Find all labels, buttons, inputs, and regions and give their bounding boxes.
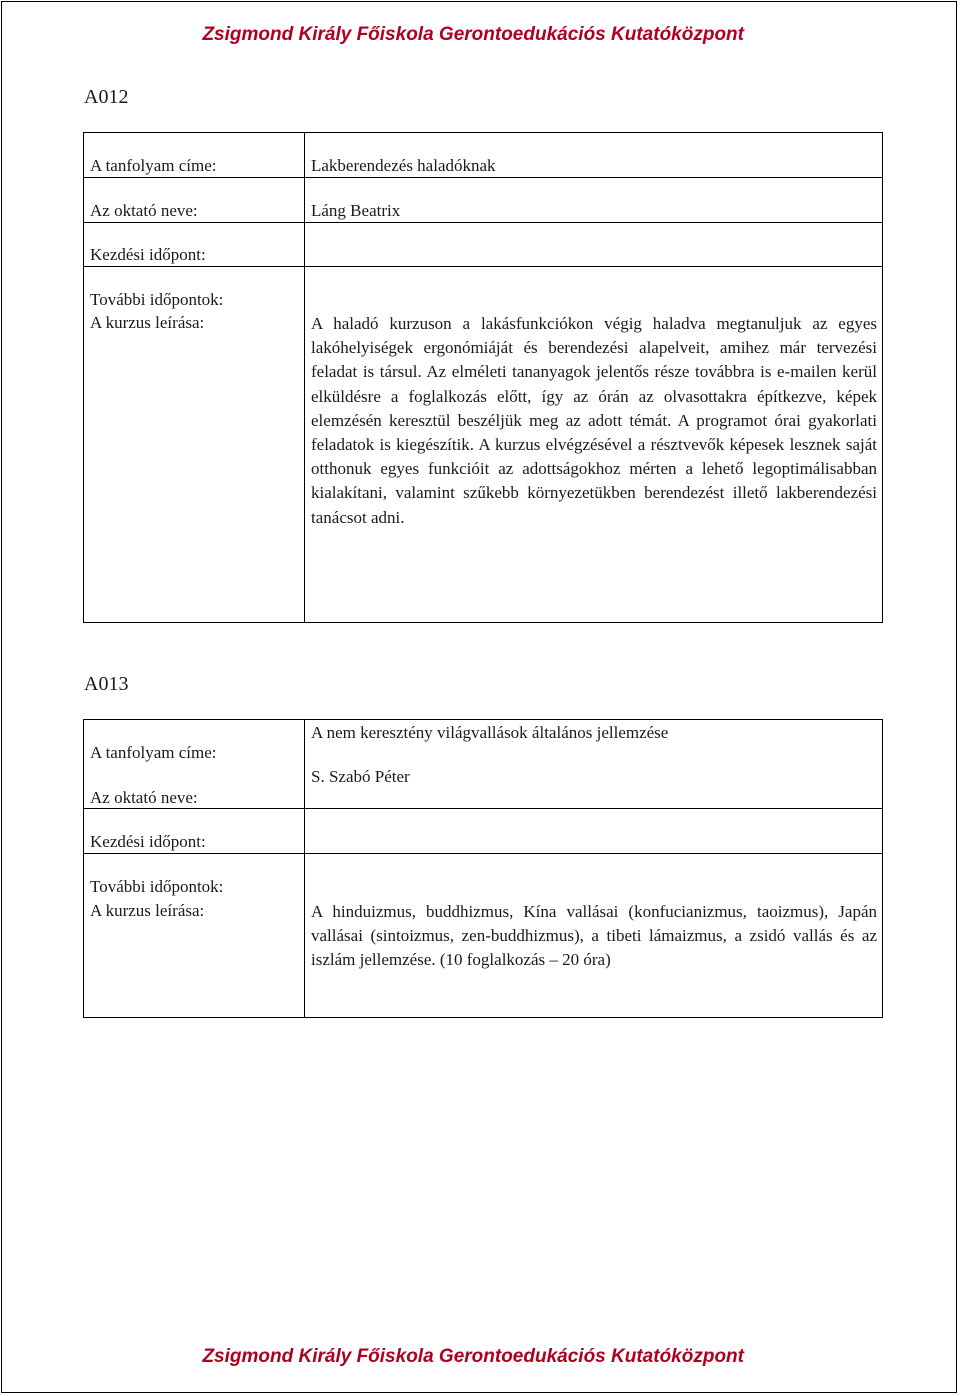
label-instructor: Az oktató neve: [90,201,198,220]
page-footer: Zsigmond Király Főiskola Gerontoedukációs Kutatóközpont [202,1346,744,1367]
row-divider [84,266,882,267]
row-divider [84,808,882,809]
course-description: A haladó kurzuson a lakásfunkciókon végig haladva megtanuljuk az egyes lakóhelyiségek ergonómiáját és berendezési alapelveit, amihez már tervezési feladat is társul. Az elméleti tananyagok jelentős része továbbra is e-mailen kerül elküldésre a foglalkozás előtt, így az órán az olvasottakra építkezve, képek elemzésén keresztül beszéljük meg az adott témát. A programot órai gyakorlati feladatok is kiegészítik. A kurzus elvégzésével a résztvevők képesek lesznek saját otthonuk egyes funkcióit az adottságokhoz mérten a lehető legoptimálisabban kialakítani, valamint szűkebb környezetükben berendezést illető lakberendezési tanácsot adni. [311,314,877,527]
label-more-dates: További időpontok: [90,290,224,309]
course-title-value: A nem keresztény világvallások általános jellemzése [311,723,669,742]
course-description: A hinduizmus, buddhizmus, Kína vallásai (konfucianizmus, taoizmus), Japán vallásai (sintoizmus, zen-buddhizmus), a tibeti lámaizmus, a zsidó vallás és az iszlám jellemzése. (10 foglalkozás – 20 óra) [311,902,877,970]
label-start-date: Kezdési időpont: [90,245,206,264]
course-table [83,132,883,623]
page-header: Zsigmond Király Főiskola Gerontoedukációs Kutatóközpont [202,24,744,45]
course-title-value: Lakberendezés haladóknak [311,156,496,175]
label-description: A kurzus leírása: [90,901,205,920]
row-divider [84,222,882,223]
row-divider [84,177,882,178]
instructor-value: S. Szabó Péter [311,767,410,786]
label-course-title: A tanfolyam címe: [90,743,217,762]
label-instructor: Az oktató neve: [90,788,198,807]
label-start-date: Kezdési időpont: [90,832,206,851]
label-course-title: A tanfolyam címe: [90,156,217,175]
label-description: A kurzus leírása: [90,313,205,332]
course-code: A012 [84,86,129,108]
column-divider [304,133,305,622]
instructor-value: Láng Beatrix [311,201,401,220]
course-code: A013 [84,673,129,695]
label-more-dates: További időpontok: [90,877,224,896]
column-divider [304,720,305,1017]
row-divider [84,853,882,854]
